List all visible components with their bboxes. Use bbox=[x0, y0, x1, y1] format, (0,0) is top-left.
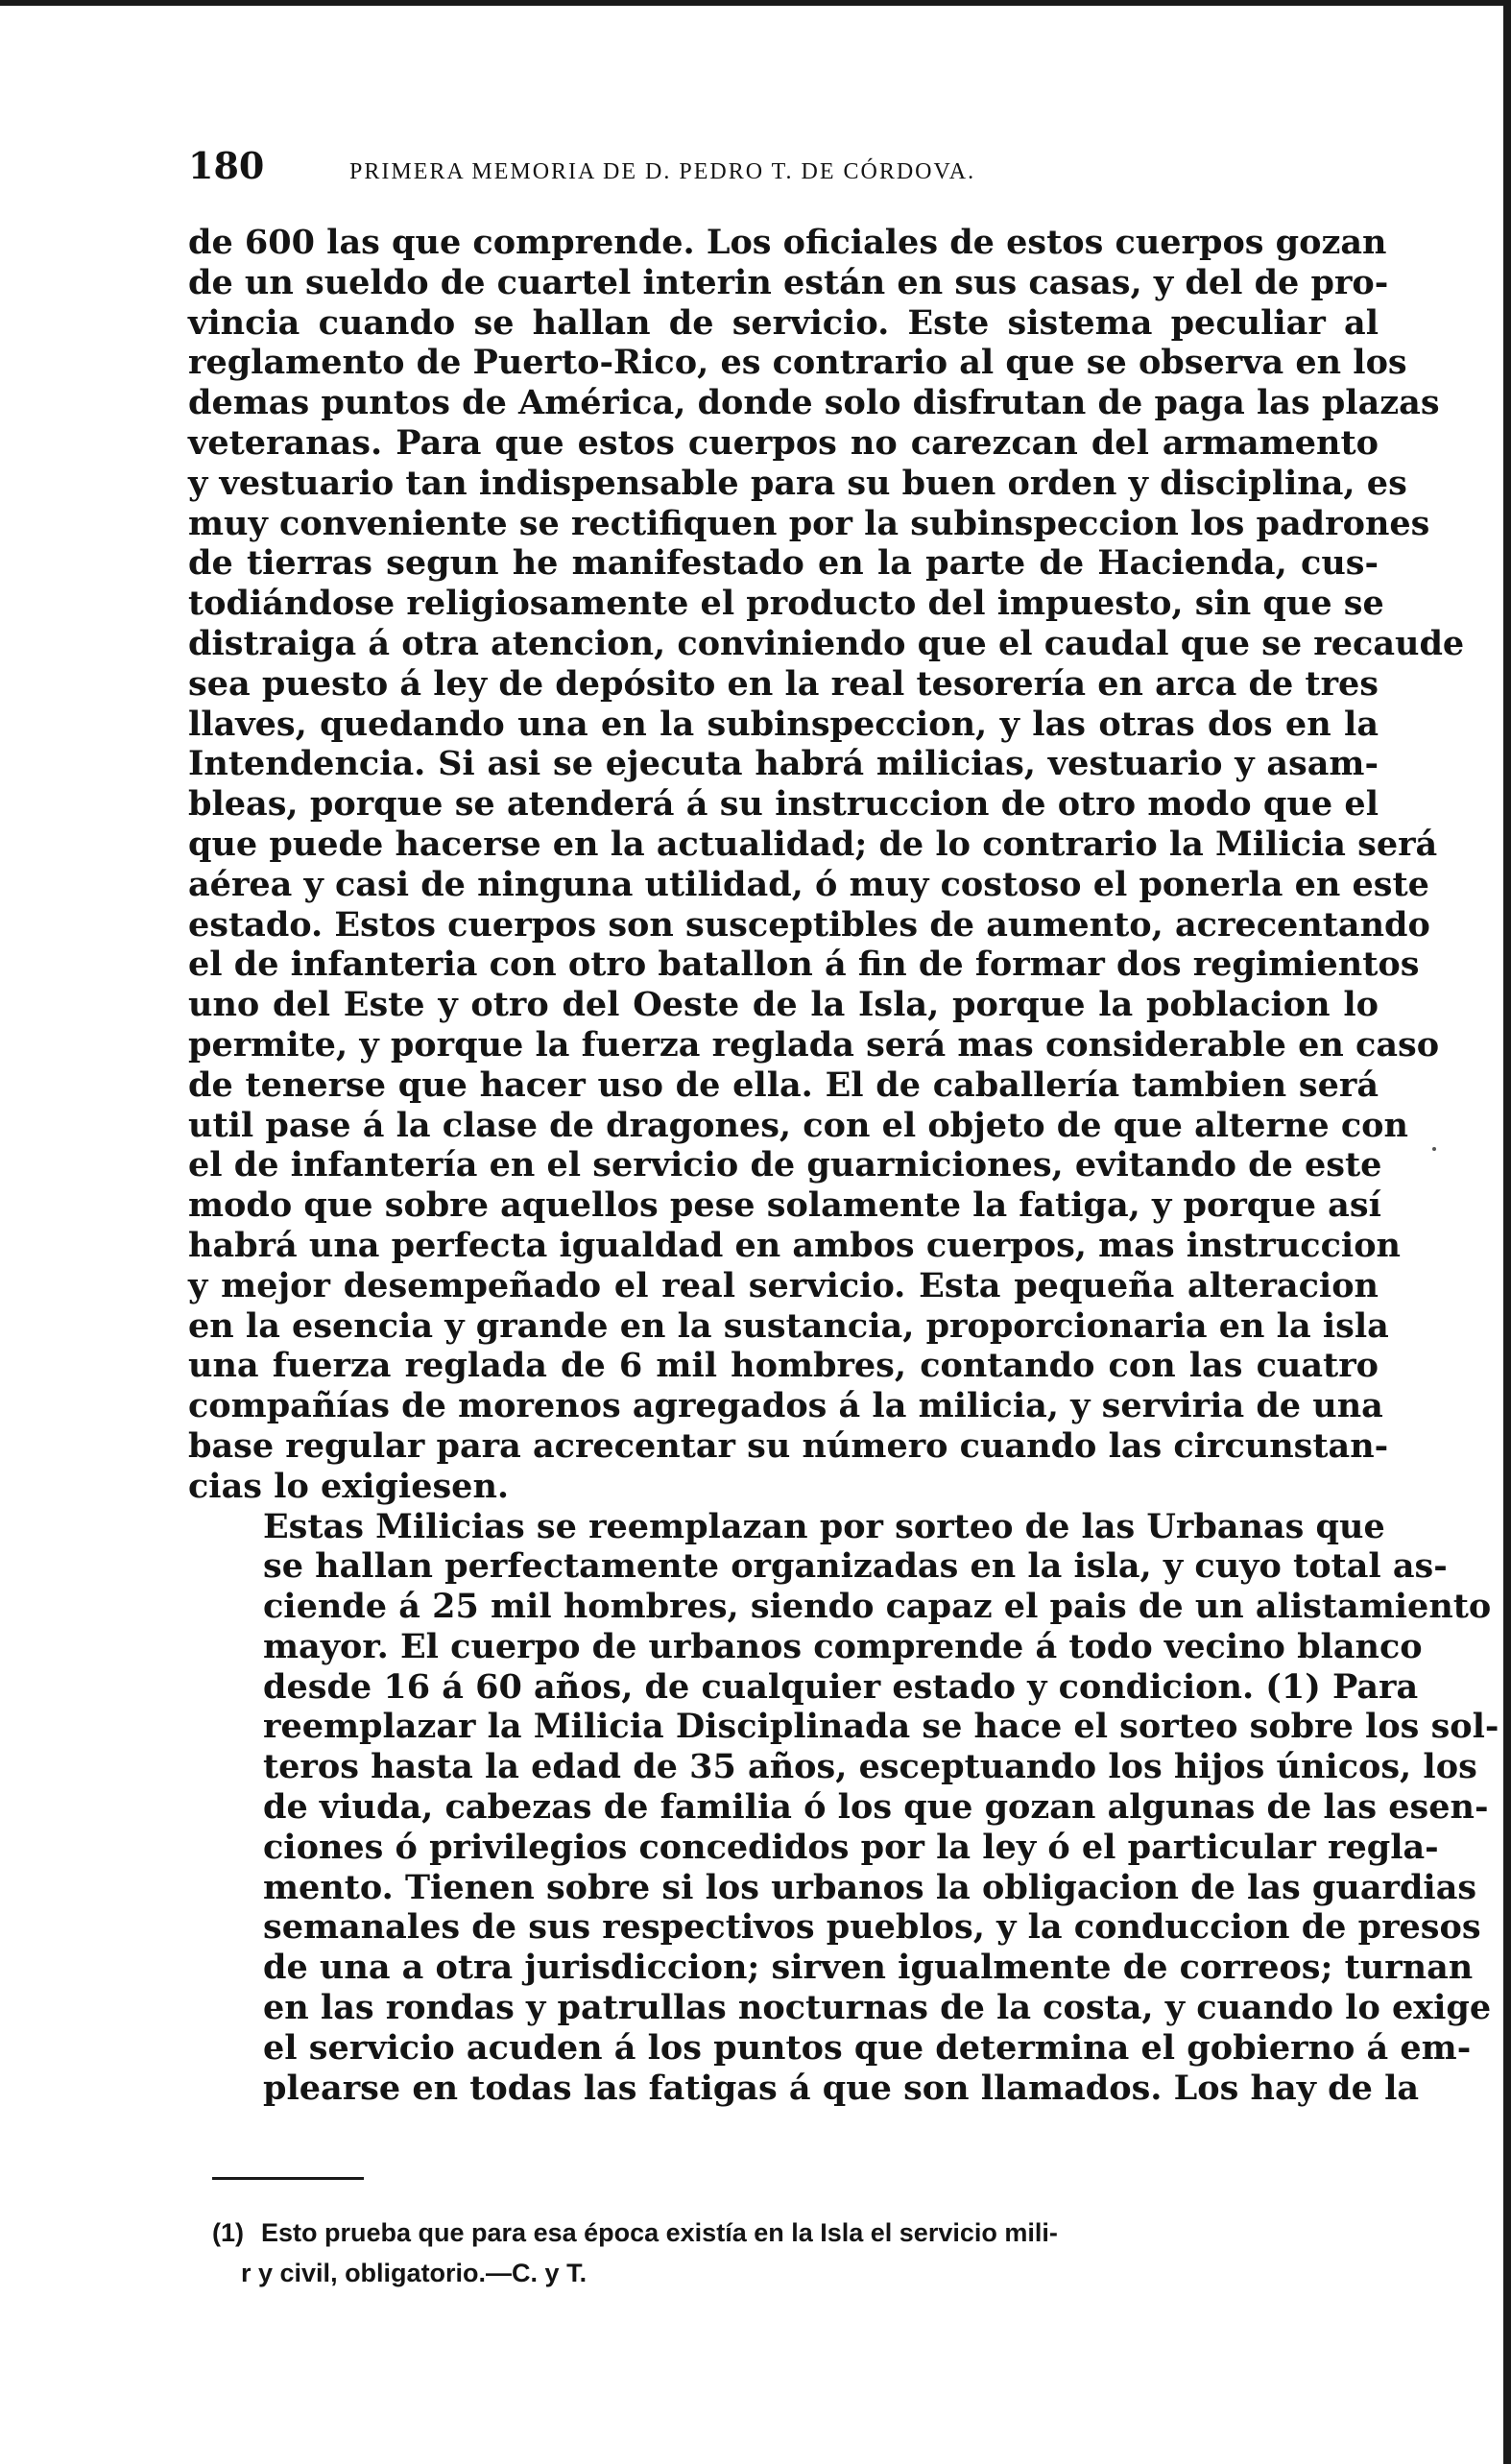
text-line: Intendencia. Si asi se ejecuta habrá milicias, vestuario y asam- bbox=[188, 744, 1379, 784]
footnote-rule bbox=[212, 2177, 364, 2180]
text-line: modo que sobre aquellos pese solamente la fatiga, y porque así bbox=[188, 1185, 1381, 1226]
margin-mark bbox=[1432, 1147, 1436, 1151]
text-line: muy conveniente se rectifiquen por la subinspeccion los padrones bbox=[188, 503, 1430, 543]
text-line: Estas Milicias se reemplazan por sorteo de las Urbanas que bbox=[263, 1506, 1385, 1546]
top-edge-rule bbox=[0, 0, 1511, 6]
text-line: veteranas. Para que estos cuerpos no carezcan del armamento bbox=[188, 422, 1379, 463]
text-line: mento. Tienen sobre si los urbanos la obligacion de las guardias bbox=[263, 1867, 1477, 1907]
text-line: de viuda, cabezas de familia ó los que gozan algunas de las esen- bbox=[263, 1787, 1489, 1828]
text-line: ciende á 25 mil hombres, siendo capaz el pais de un alistamiento bbox=[263, 1587, 1492, 1627]
text-line: de tierras segun he manifestado en la parte de Hacienda, cus- bbox=[188, 543, 1379, 584]
text-line: uno del Este y otro del Oeste de la Isla, porque la poblacion lo bbox=[188, 985, 1379, 1025]
page-header bbox=[188, 144, 1379, 198]
footnote-line-2: r y civil, obligatorio.—C. y T. bbox=[241, 2259, 588, 2287]
text-line: semanales de sus respectivos pueblos, y la conduccion de presos bbox=[263, 1907, 1481, 1948]
text-line: habrá una perfecta igualdad en ambos cuerpos, mas instruccion bbox=[188, 1225, 1401, 1265]
text-line: cias lo exigiesen. bbox=[188, 1466, 510, 1506]
text-line: plearse en todas las fatigas á que son llamados. Los hay de la bbox=[263, 2068, 1420, 2108]
right-edge-rule bbox=[1503, 0, 1511, 2464]
running-head: PRIMERA MEMORIA DE D. PEDRO T. DE CÓRDOVA. bbox=[349, 159, 976, 184]
text-line: el de infantería en el servicio de guarniciones, evitando de este bbox=[188, 1145, 1382, 1185]
text-line: y vestuario tan indispensable para su buen orden y disciplina, es bbox=[188, 463, 1407, 503]
paragraph-1 bbox=[188, 223, 1465, 1507]
page-content bbox=[188, 144, 1499, 2108]
text-line: y mejor desempeñado el real servicio. Esta pequeña alteracion bbox=[188, 1265, 1379, 1305]
text-line: en la esencia y grande en la sustancia, proporcionaria en la isla bbox=[188, 1305, 1389, 1346]
text-line: en las rondas y patrullas nocturnas de la costa, y cuando lo exige bbox=[263, 1988, 1492, 2028]
text-line: permite, y porque la fuerza reglada será mas considerable en caso bbox=[188, 1024, 1440, 1065]
text-line: util pase á la clase de dragones, con el objeto de que alterne con bbox=[188, 1105, 1408, 1145]
text-line: una fuerza reglada de 6 mil hombres, contando con las cuatro bbox=[188, 1346, 1379, 1386]
text-line: el servicio acuden á los puntos que determina el gobierno á em- bbox=[263, 2027, 1472, 2068]
text-line: que puede hacerse en la actualidad; de lo contrario la Milicia será bbox=[188, 824, 1438, 864]
text-line: ciones ó privilegios concedidos por la ley ó el particular regla- bbox=[263, 1827, 1439, 1867]
text-line: de 600 las que comprende. Los oficiales de estos cuerpos gozan bbox=[188, 223, 1387, 262]
text-line: reemplazar la Milicia Disciplinada se hace el sorteo sobre los sol- bbox=[263, 1707, 1499, 1747]
body-text bbox=[188, 223, 1499, 2108]
footnotes bbox=[212, 2213, 1383, 2293]
text-line: desde 16 á 60 años, de cualquier estado y condicion. (1) Para bbox=[263, 1666, 1419, 1707]
text-line: compañías de morenos agregados á la milicia, y serviria de una bbox=[188, 1386, 1383, 1426]
text-line: bleas, porque se atenderá á su instruccion de otro modo que el bbox=[188, 784, 1379, 825]
text-line: distraiga á otra atencion, conviniendo que el caudal que se recaude bbox=[188, 623, 1465, 663]
text-line: base regular para acrecentar su número cuando las circunstan- bbox=[188, 1425, 1389, 1466]
page-number: 180 bbox=[188, 144, 265, 187]
text-line: de una a otra jurisdiccion; sirven igualmente de correos; turnan bbox=[263, 1948, 1474, 1988]
text-line: vincia cuando se hallan de servicio. Este sistema peculiar al bbox=[188, 302, 1379, 343]
text-line: de tenerse que hacer uso de ella. El de caballería tambien será bbox=[188, 1065, 1379, 1105]
text-line: demas puntos de América, donde solo disfrutan de paga las plazas bbox=[188, 383, 1440, 423]
text-line: teros hasta la edad de 35 años, esceptuando los hijos únicos, los bbox=[263, 1747, 1477, 1787]
text-line: sea puesto á ley de depósito en la real tesorería en arca de tres bbox=[188, 663, 1379, 704]
paragraph-2 bbox=[188, 1506, 1499, 2109]
text-line: reglamento de Puerto-Rico, es contrario al que se observa en los bbox=[188, 343, 1407, 383]
text-line: estado. Estos cuerpos son susceptibles de aumento, acrecentando bbox=[188, 904, 1430, 945]
text-line: de un sueldo de cuartel interin están en sus casas, y del de pro- bbox=[188, 262, 1389, 302]
text-line: llaves, quedando una en la subinspeccion, y las otras dos en la bbox=[188, 704, 1379, 744]
text-line: aérea y casi de ninguna utilidad, ó muy costoso el ponerla en este bbox=[188, 864, 1429, 904]
text-line: el de infanteria con otro batallon á fin de formar dos regimientos bbox=[188, 945, 1420, 985]
text-line: se hallan perfectamente organizadas en la isla, y cuyo total as- bbox=[263, 1546, 1448, 1587]
text-line: mayor. El cuerpo de urbanos comprende á todo vecino blanco bbox=[263, 1626, 1423, 1666]
footnote-line-1 bbox=[212, 2213, 1383, 2253]
text-line: todiándose religiosamente el producto del impuesto, sin que se bbox=[188, 584, 1384, 624]
footnote-marker: (1) bbox=[212, 2218, 244, 2247]
footnote-text: Esto prueba que para esa época existía en la Isla el servicio mili- bbox=[261, 2218, 1058, 2247]
